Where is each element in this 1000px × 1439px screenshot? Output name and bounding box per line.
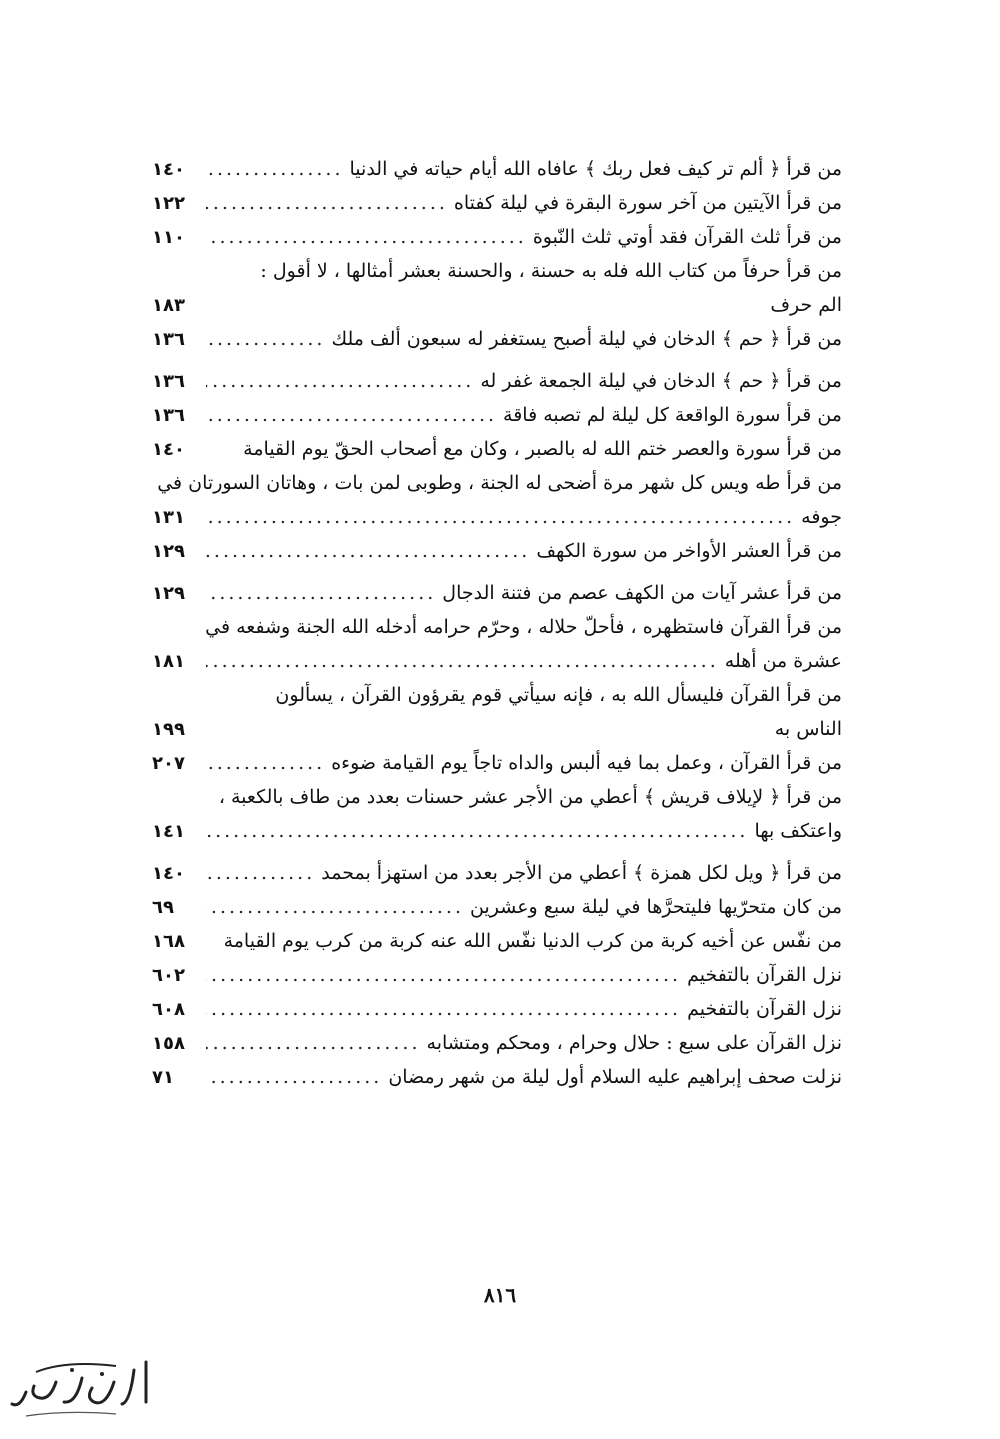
entry-page-number: ١٨٣ — [152, 295, 185, 316]
leader-dots — [206, 576, 436, 610]
entry-text: جوفه — [801, 506, 842, 528]
entry-text: نزل القرآن بالتفخيم — [687, 964, 842, 986]
entry-text: من قرأ القرآن فاستظهره ، فأحلّ حلاله ، وحرّم حرامه أدخله الله الجنة وشفعه في — [205, 616, 842, 638]
entry-line — [152, 254, 842, 288]
entry-text: من قرأ ﴿ حم ﴾ الدخان في ليلة الجمعة غفر له — [480, 370, 842, 392]
entry-line — [152, 856, 842, 890]
index-entry — [152, 322, 842, 356]
entry-line — [152, 678, 842, 712]
entry-line — [152, 534, 842, 568]
entry-page-number: ١٤٠ — [152, 159, 185, 180]
entry-page-number: ١٢٩ — [152, 583, 185, 604]
leader-dots — [206, 1060, 382, 1094]
entry-line — [152, 466, 842, 500]
entry-page-number: ١٣٦ — [152, 329, 185, 350]
leader-dots — [206, 746, 325, 780]
entry-page-number: ١٣١ — [152, 507, 185, 528]
entry-text: الم حرف — [770, 294, 842, 316]
entry-line — [152, 814, 842, 848]
entry-text: الناس به — [774, 718, 842, 740]
leader-dots — [206, 534, 530, 568]
entry-line — [152, 712, 842, 746]
entry-line — [152, 746, 842, 780]
entry-text: من قرأ ﴿ ألم تر كيف فعل ربك ﴾ عافاه الله أيام حياته في الدنيا — [349, 158, 842, 180]
leader-dots — [206, 186, 448, 220]
entry-page-number: ٦٠٨ — [152, 999, 185, 1020]
entry-page-number: ١٤١ — [152, 821, 185, 842]
entry-line — [152, 610, 842, 644]
entry-page-number: ٦٠٢ — [152, 965, 185, 986]
entry-text: من قرأ ﴿ ويل لكل همزة ﴾ أعطي من الأجر بعدد من استهزأ بمحمد — [321, 862, 842, 884]
entry-line — [152, 398, 842, 432]
entry-text: من قرأ سورة والعصر ختم الله له بالصبر ، وكان مع أصحاب الحقّ يوم القيامة — [243, 438, 842, 460]
leader-dots — [206, 644, 719, 678]
entry-page-number: ١٨١ — [152, 651, 185, 672]
index-entry — [152, 152, 842, 186]
entry-page-number: ٦٩ — [152, 897, 174, 918]
entry-page-number: ١٤٠ — [152, 439, 185, 460]
entry-text: نزل القرآن على سبع : حلال وحرام ، ومحكم ومتشابه — [426, 1032, 842, 1054]
leader-dots — [206, 856, 315, 890]
entry-page-number: ١٢٩ — [152, 541, 185, 562]
leader-dots — [206, 500, 795, 534]
entry-page-number: ١٣٦ — [152, 405, 185, 426]
entry-text: نزلت صحف إبراهيم عليه السلام أول ليلة من شهر رمضان — [388, 1066, 842, 1088]
index-entry — [152, 958, 842, 992]
index-entry — [152, 576, 842, 610]
entry-line — [152, 1026, 842, 1060]
index-entry — [152, 534, 842, 568]
leader-dots — [206, 364, 474, 398]
index-entry — [152, 856, 842, 890]
index-entry — [152, 1060, 842, 1094]
index-entry — [152, 186, 842, 220]
leader-dots — [206, 1026, 421, 1060]
index-entry — [152, 364, 842, 398]
entry-line — [152, 644, 842, 678]
entry-line — [152, 364, 842, 398]
entry-page-number: ١٣٦ — [152, 371, 185, 392]
index-entry — [152, 1026, 842, 1060]
index-entry — [152, 780, 842, 848]
entry-line — [152, 500, 842, 534]
leader-dots — [206, 152, 344, 186]
entry-line — [152, 576, 842, 610]
leader-dots — [206, 322, 325, 356]
index-entry — [152, 610, 842, 678]
entry-page-number: ١٥٨ — [152, 1033, 185, 1054]
entry-text: واعتكف بها — [754, 820, 842, 842]
index-entry — [152, 992, 842, 1026]
leader-dots — [206, 398, 497, 432]
entry-text: نزل القرآن بالتفخيم — [687, 998, 842, 1020]
hadith-index — [152, 152, 842, 1094]
entry-page-number: ١٢٢ — [152, 193, 185, 214]
leader-dots — [206, 220, 527, 254]
entry-text: من قرأ القرآن فليسأل الله به ، فإنه سيأتي قوم يقرؤون القرآن ، يسألون — [275, 684, 842, 706]
entry-line — [152, 958, 842, 992]
entry-page-number: ١٤٠ — [152, 863, 185, 884]
leader-dots — [206, 958, 681, 992]
entry-page-number: ١٦٨ — [152, 931, 185, 952]
entry-page-number: ١١٠ — [152, 227, 185, 248]
index-entry — [152, 220, 842, 254]
entry-line — [152, 220, 842, 254]
leader-dots — [206, 992, 681, 1026]
entry-line — [152, 780, 842, 814]
entry-text: من قرأ عشر آيات من الكهف عصم من فتنة الدجال — [442, 582, 842, 604]
entry-line — [152, 924, 842, 958]
entry-text: من قرأ حرفاً من كتاب الله فله به حسنة ، والحسنة بعشر أمثالها ، لا أقول : — [260, 260, 842, 282]
entry-line — [152, 152, 842, 186]
entry-text: من كان متحرّيها فليتحرَّها في ليلة سبع وعشرين — [470, 896, 842, 918]
index-entry — [152, 746, 842, 780]
entry-text: من نفّس عن أخيه كربة من كرب الدنيا نفّس الله عنه كربة من كرب يوم القيامة — [223, 930, 842, 952]
index-entry — [152, 924, 842, 958]
entry-text: من قرأ القرآن ، وعمل بما فيه ألبس والداه تاجاً يوم القيامة ضوءه — [331, 752, 842, 774]
entry-text: من قرأ الآيتين من آخر سورة البقرة في ليلة كفتاه — [453, 192, 842, 214]
entry-line — [152, 288, 842, 322]
entry-text: من قرأ العشر الأواخر من سورة الكهف — [536, 540, 842, 562]
entry-text: من قرأ ثلث القرآن فقد أوتي ثلث النّبوة — [532, 226, 842, 248]
entry-line — [152, 322, 842, 356]
entry-page-number: ٧١ — [152, 1067, 174, 1088]
page-number: ٨١٦ — [483, 1283, 517, 1307]
index-entry — [152, 678, 842, 746]
entry-text: من قرأ ﴿ لإيلاف قريش ﴾ أعطي من الأجر عشر حسنات بعدد من طاف بالكعبة ، — [218, 786, 842, 808]
watermark-logo — [6, 1352, 156, 1430]
entry-text: من قرأ ﴿ حم ﴾ الدخان في ليلة أصبح يستغفر له سبعون ألف ملك — [331, 328, 842, 350]
entry-line — [152, 992, 842, 1026]
entry-text: من قرأ سورة الواقعة كل ليلة لم تصبه فاقة — [503, 404, 842, 426]
entry-page-number: ١٩٩ — [152, 719, 185, 740]
entry-text: عشرة من أهله — [724, 650, 842, 672]
index-entry — [152, 466, 842, 534]
entry-line — [152, 890, 842, 924]
index-entry — [152, 890, 842, 924]
entry-line — [152, 186, 842, 220]
leader-dots — [206, 890, 464, 924]
entry-text: من قرأ طه ويس كل شهر مرة أضحى له الجنة ، وطوبى لمن بات ، وهاتان السورتان في — [157, 472, 842, 494]
leader-dots — [206, 814, 748, 848]
index-entry — [152, 432, 842, 466]
entry-line — [152, 1060, 842, 1094]
entry-page-number: ٢٠٧ — [152, 753, 185, 774]
entry-line — [152, 432, 842, 466]
index-entry — [152, 254, 842, 322]
index-entry — [152, 398, 842, 432]
